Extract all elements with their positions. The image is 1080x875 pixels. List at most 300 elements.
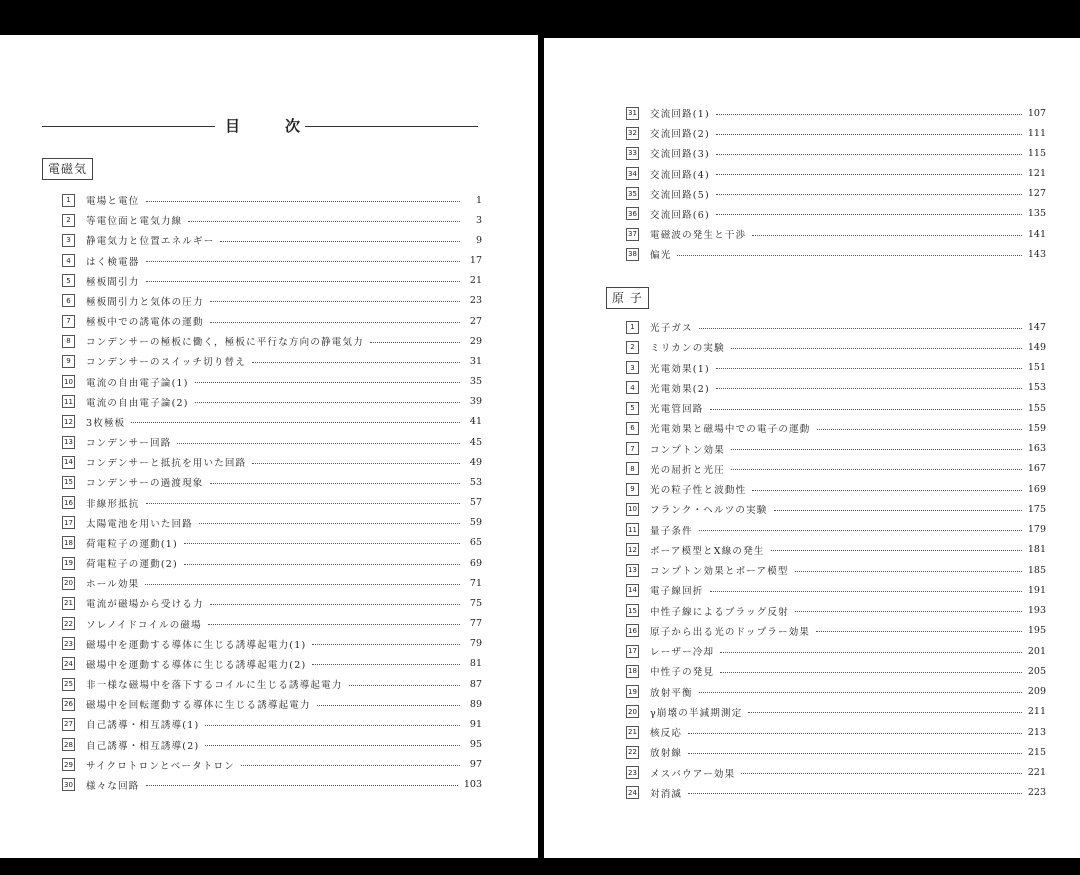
toc-entry[interactable] [62, 333, 482, 349]
entry-page: 205 [1027, 665, 1046, 677]
toc-entry[interactable] [62, 474, 482, 490]
entry-number: 9 [626, 483, 639, 496]
dot-leader [349, 685, 460, 686]
dot-leader [688, 753, 1022, 754]
entry-page: 75 [469, 597, 482, 609]
entry-title: 光電効果(2) [650, 383, 710, 395]
entry-title: γ崩壊の半減期測定 [650, 707, 743, 719]
toc-entry[interactable] [62, 394, 482, 410]
entry-title: ソレノイドコイルの磁場 [86, 619, 202, 631]
entry-title: コンデンサーの極板に働く，極板に平行な方向の静電気力 [86, 337, 364, 349]
dot-leader [710, 591, 1022, 592]
dot-leader [716, 154, 1022, 155]
toc-entry[interactable] [62, 232, 482, 248]
toc-entry[interactable] [62, 212, 482, 228]
section-heading-electromagnetism: 電磁気 [42, 158, 93, 180]
entry-title: 磁場中を回転運動する導体に生じる誘導起電力 [86, 700, 311, 712]
dot-leader [771, 550, 1022, 551]
toc-entry[interactable] [62, 716, 482, 732]
entry-number: 19 [626, 685, 639, 698]
entry-number: 30 [62, 778, 75, 791]
toc-entry[interactable] [626, 206, 1046, 222]
entry-page: 89 [469, 698, 482, 710]
entry-page: 147 [1027, 321, 1046, 333]
entry-title: コンデンサーの過渡現象 [86, 478, 204, 490]
toc-entry[interactable] [626, 461, 1046, 477]
dot-leader [184, 564, 460, 565]
entry-title: 光電効果(1) [650, 363, 710, 375]
section-heading-atom: 原 子 [606, 287, 649, 309]
entry-page: 223 [1027, 787, 1046, 799]
toc-entry[interactable] [626, 166, 1046, 182]
toc-entry[interactable] [62, 616, 482, 632]
dot-leader [146, 785, 458, 786]
entry-page: 95 [469, 739, 482, 751]
entry-title: 自己誘導・相互誘導(2) [86, 740, 200, 752]
dot-leader [252, 362, 460, 363]
entry-page: 107 [1027, 107, 1046, 119]
entry-number: 23 [626, 766, 639, 779]
entry-title: 極板中での誘電体の運動 [86, 317, 204, 329]
toc-entry[interactable] [62, 495, 482, 511]
dot-leader [195, 382, 460, 383]
dot-leader [210, 322, 460, 323]
dot-leader [816, 631, 1022, 632]
toc-entry[interactable] [62, 737, 482, 753]
dot-leader [145, 584, 460, 585]
entry-number: 8 [626, 462, 639, 475]
entry-number: 27 [62, 718, 75, 731]
entry-title: コンデンサーのスイッチ切り替え [86, 357, 246, 369]
toc-entry[interactable] [626, 684, 1046, 700]
toc-entry[interactable] [62, 535, 482, 551]
dot-leader [752, 235, 1022, 236]
entry-number: 16 [626, 624, 639, 637]
entry-title: ホール効果 [86, 579, 140, 591]
entry-title: 電磁波の発生と干渉 [650, 230, 747, 242]
entry-number: 21 [626, 726, 639, 739]
entry-title: 荷電粒子の運動(1) [86, 538, 178, 550]
entry-title: ミリカンの実験 [650, 343, 725, 355]
entry-number: 32 [626, 127, 639, 140]
entry-title: 光子ガス [650, 323, 693, 334]
dot-leader [195, 402, 460, 403]
dot-leader [716, 368, 1022, 369]
toc-entry[interactable] [62, 676, 482, 692]
entry-number: 1 [62, 194, 75, 207]
dot-leader [720, 672, 1022, 673]
entry-number: 12 [62, 415, 75, 428]
entry-page: 191 [1027, 584, 1046, 596]
dot-leader [220, 241, 460, 242]
dot-leader [210, 483, 460, 484]
entry-title: 量子条件 [650, 525, 693, 537]
entry-number: 15 [626, 604, 639, 617]
entry-page: 185 [1027, 564, 1046, 576]
dot-leader [312, 664, 460, 665]
toc-entry[interactable] [62, 273, 482, 289]
dot-leader [741, 773, 1022, 774]
entry-title: 等電位面と電気力線 [86, 216, 183, 228]
entry-title: サイクロトロンとベータトロン [86, 760, 235, 772]
entry-page: 35 [469, 376, 482, 388]
toc-entry[interactable] [62, 253, 482, 269]
entry-page: 141 [1027, 228, 1046, 240]
entry-number: 11 [626, 523, 639, 536]
entry-page: 103 [463, 779, 482, 791]
entry-title: 電子線回折 [650, 586, 704, 598]
entry-title: 電流の自由電子論(2) [86, 397, 189, 409]
toc-entry[interactable] [62, 353, 482, 369]
entry-page: 27 [469, 315, 482, 327]
entry-page: 211 [1027, 706, 1046, 718]
entry-title: 3枚極板 [86, 417, 126, 429]
entry-number: 18 [62, 536, 75, 549]
entry-page: 169 [1027, 483, 1046, 495]
entry-number: 20 [626, 705, 639, 718]
entry-title: ボーア模型とX線の発生 [650, 545, 765, 557]
toc-entry[interactable] [626, 643, 1046, 659]
toc-entry[interactable] [626, 744, 1046, 760]
entry-page: 195 [1027, 625, 1046, 637]
toc-entry[interactable] [62, 313, 482, 329]
entry-page: 159 [1027, 422, 1046, 434]
toc-entry[interactable] [626, 663, 1046, 679]
entry-number: 26 [62, 698, 75, 711]
toc-entry[interactable] [62, 414, 482, 430]
dot-leader [720, 652, 1022, 653]
toc-entry[interactable] [626, 400, 1046, 416]
entry-number: 17 [62, 516, 75, 529]
entry-number: 25 [62, 678, 75, 691]
toc-entry[interactable] [626, 246, 1046, 262]
entry-page: 17 [469, 255, 482, 266]
entry-page: 53 [469, 476, 482, 488]
entry-title: 交流回路(1) [650, 109, 710, 120]
entry-page: 155 [1027, 402, 1046, 414]
entry-title: 放射平衡 [650, 687, 693, 699]
dot-leader [774, 510, 1022, 511]
entry-number: 38 [626, 248, 639, 261]
entry-page: 213 [1027, 726, 1046, 738]
entry-title: 様々な回路 [86, 780, 140, 792]
dot-leader [752, 490, 1022, 491]
entry-title: メスバウアー効果 [650, 768, 736, 780]
entry-number: 15 [62, 476, 75, 489]
entry-number: 17 [626, 645, 639, 658]
entry-page: 221 [1027, 767, 1046, 779]
entry-title: 核反応 [650, 728, 683, 740]
entry-page: 179 [1027, 524, 1046, 536]
entry-title: 非線形抵抗 [86, 498, 140, 510]
toc-entry[interactable] [626, 501, 1046, 517]
entry-title: 偏光 [650, 250, 672, 262]
entry-page: 79 [469, 638, 482, 650]
entry-number: 10 [626, 503, 639, 516]
entry-page: 175 [1027, 503, 1046, 515]
entry-number: 13 [626, 564, 639, 577]
toc-entry[interactable] [62, 656, 482, 672]
entry-page: 39 [469, 396, 482, 408]
dot-leader [688, 733, 1022, 734]
entry-page: 29 [469, 335, 482, 347]
dot-leader [716, 114, 1022, 115]
toc-entry[interactable] [626, 481, 1046, 497]
entry-number: 16 [62, 496, 75, 509]
dot-leader [241, 765, 460, 766]
toc-entry[interactable] [626, 562, 1046, 578]
toc-entry[interactable] [626, 603, 1046, 619]
toc-entry[interactable] [626, 765, 1046, 781]
entry-title: はく検電器 [86, 256, 140, 268]
dot-leader [817, 429, 1022, 430]
toc-entry[interactable] [626, 724, 1046, 740]
entry-title: 非一様な磁場中を落下するコイルに生じる誘導起電力 [86, 680, 343, 692]
entry-page: 69 [469, 557, 482, 569]
entry-page: 49 [469, 456, 482, 468]
dot-leader [210, 604, 460, 605]
entry-number: 6 [62, 294, 75, 307]
toc-entry[interactable] [62, 555, 482, 571]
dot-leader [208, 624, 460, 625]
entry-page: 77 [469, 618, 482, 630]
entry-title: 交流回路(2) [650, 129, 710, 141]
toc-entry[interactable] [626, 226, 1046, 242]
entry-title: 磁場中を運動する導体に生じる誘導起電力(2) [86, 659, 307, 671]
entry-title: 自己誘導・相互誘導(1) [86, 720, 200, 732]
entry-title: 太陽電池を用いた回路 [86, 518, 194, 530]
title-rule-left [42, 126, 215, 127]
dot-leader [146, 281, 460, 282]
entry-page: 127 [1027, 188, 1046, 200]
dot-leader [146, 261, 460, 262]
toc-entry[interactable] [62, 374, 482, 390]
entry-number: 11 [62, 395, 75, 408]
toc-entry[interactable] [626, 125, 1046, 141]
dot-leader [146, 503, 460, 504]
entry-number: 21 [62, 597, 75, 610]
entry-number: 4 [626, 381, 639, 394]
dot-leader [205, 725, 460, 726]
entry-title: 交流回路(3) [650, 149, 710, 161]
entry-number: 1 [626, 321, 639, 334]
toc-entry[interactable] [626, 145, 1046, 161]
entry-number: 18 [626, 665, 639, 678]
entry-number: 7 [626, 442, 639, 455]
entry-page: 163 [1027, 443, 1046, 455]
entry-page: 149 [1027, 341, 1046, 353]
entry-page: 57 [469, 497, 482, 509]
entry-title: コンデンサー回路 [86, 438, 172, 450]
entry-number: 14 [62, 456, 75, 469]
dot-leader [731, 348, 1022, 349]
entry-number: 8 [62, 335, 75, 348]
entry-page: 23 [469, 295, 482, 307]
entry-page: 81 [469, 658, 482, 670]
toc-entry[interactable] [626, 339, 1046, 355]
dot-leader [188, 221, 460, 222]
entry-page: 111 [1027, 127, 1046, 139]
entry-title: 対消滅 [650, 788, 683, 800]
toc-entry[interactable] [62, 575, 482, 591]
entry-number: 4 [62, 254, 75, 267]
entry-title: 光の屈折と光圧 [650, 464, 725, 476]
dot-leader [210, 301, 460, 302]
dot-leader [716, 174, 1022, 175]
entry-page: 71 [469, 577, 482, 589]
entry-page: 59 [469, 517, 482, 529]
entry-number: 3 [626, 361, 639, 374]
toc-entry[interactable] [626, 380, 1046, 396]
toc-entry[interactable] [626, 785, 1046, 801]
title-char: 目 [225, 117, 241, 135]
dot-leader [699, 530, 1022, 531]
entry-title: 光電管回路 [650, 404, 704, 416]
entry-number: 36 [626, 207, 639, 220]
entry-page: 91 [469, 718, 482, 730]
entry-page: 135 [1027, 208, 1046, 220]
entry-number: 24 [626, 786, 639, 799]
dot-leader [205, 745, 460, 746]
entry-title: 極板間引力 [86, 276, 140, 288]
dot-leader [716, 194, 1022, 195]
toc-entry[interactable] [62, 515, 482, 531]
entry-number: 35 [626, 187, 639, 200]
entry-title: 磁場中を運動する導体に生じる誘導起電力(1) [86, 639, 307, 651]
entry-page: 41 [469, 416, 482, 428]
entry-number: 6 [626, 422, 639, 435]
entry-number: 22 [626, 746, 639, 759]
dot-leader [716, 134, 1022, 135]
dot-leader [731, 449, 1022, 450]
entry-title: レーザー冷却 [650, 647, 715, 659]
entry-number: 3 [62, 234, 75, 247]
entry-number: 7 [62, 315, 75, 328]
dot-leader [177, 443, 460, 444]
toc-entry[interactable] [62, 454, 482, 470]
entry-page: 121 [1027, 168, 1046, 179]
toc-entry[interactable] [626, 319, 1046, 335]
entry-page: 201 [1027, 645, 1046, 657]
entry-number: 9 [62, 355, 75, 368]
entry-title: 光の粒子性と波動性 [650, 485, 747, 497]
entry-number: 33 [626, 147, 639, 160]
entry-page: 87 [469, 678, 482, 690]
entry-number: 5 [626, 402, 639, 415]
entry-page: 97 [469, 759, 482, 771]
dot-leader [748, 712, 1021, 713]
entry-number: 34 [626, 167, 639, 180]
dot-leader [252, 463, 460, 464]
entry-page: 9 [475, 234, 482, 246]
toc-entry[interactable] [62, 636, 482, 652]
toc-entry[interactable] [62, 434, 482, 450]
entry-title: 荷電粒子の運動(2) [86, 559, 178, 571]
entry-number: 37 [626, 228, 639, 241]
entry-number: 22 [62, 617, 75, 630]
dot-leader [731, 469, 1022, 470]
entry-number: 24 [62, 657, 75, 670]
entry-title: 原子から出る光のドップラー効果 [650, 626, 811, 638]
toc-entry[interactable] [626, 105, 1046, 121]
entry-number: 2 [62, 214, 75, 227]
entry-number: 29 [62, 758, 75, 771]
toc-entry[interactable] [626, 441, 1046, 457]
toc-entry[interactable] [626, 704, 1046, 720]
dot-leader [317, 705, 460, 706]
toc-entry[interactable] [626, 186, 1046, 202]
title-rule-right [305, 126, 478, 127]
entry-number: 19 [62, 557, 75, 570]
entry-title: 光電効果と磁場中での電子の運動 [650, 424, 811, 436]
toc-entry[interactable] [62, 192, 482, 208]
toc-entry[interactable] [62, 293, 482, 309]
entry-page: 181 [1027, 544, 1046, 556]
entry-page: 31 [469, 355, 482, 367]
dot-leader [699, 328, 1022, 329]
entry-title: フランク・ヘルツの実験 [650, 505, 768, 517]
entry-number: 10 [62, 375, 75, 388]
dot-leader [131, 422, 460, 423]
entry-title: 電流の自由電子論(1) [86, 377, 189, 389]
entry-page: 115 [1027, 147, 1046, 159]
toc-entry[interactable] [626, 582, 1046, 598]
entry-page: 209 [1027, 686, 1046, 698]
entry-title: 中性子線によるブラッグ反射 [650, 606, 789, 618]
entry-page: 215 [1027, 746, 1046, 758]
toc-entry[interactable] [626, 360, 1046, 376]
entry-page: 193 [1027, 605, 1046, 617]
dot-leader [716, 388, 1022, 389]
entry-title: 中性子の発見 [650, 667, 715, 679]
entry-number: 5 [62, 274, 75, 287]
entry-number: 13 [62, 436, 75, 449]
toc-entry[interactable] [626, 522, 1046, 538]
toc-entry[interactable] [62, 595, 482, 611]
entry-page: 45 [469, 436, 482, 448]
entry-title: コンプトン効果 [650, 444, 725, 456]
dot-leader [716, 214, 1022, 215]
toc-entry[interactable] [626, 623, 1046, 639]
toc-entry[interactable] [62, 757, 482, 773]
dot-leader [677, 255, 1021, 256]
toc-entry[interactable] [62, 777, 482, 793]
entry-number: 2 [626, 341, 639, 354]
entry-number: 31 [626, 107, 639, 120]
dot-leader [710, 409, 1022, 410]
entry-page: 21 [469, 275, 482, 287]
dot-leader [795, 611, 1022, 612]
toc-entry[interactable] [62, 696, 482, 712]
entry-title: 電場と電位 [86, 196, 140, 207]
dot-leader [688, 793, 1022, 794]
entry-title: 交流回路(5) [650, 189, 710, 201]
dot-leader [184, 543, 460, 544]
dot-leader [199, 523, 460, 524]
left-page [0, 35, 538, 858]
entry-page: 65 [469, 537, 482, 549]
entry-title: 極板間引力と気体の圧力 [86, 296, 204, 308]
right-page [544, 38, 1080, 858]
toc-entry[interactable] [626, 420, 1046, 436]
dot-leader [795, 571, 1022, 572]
entry-number: 20 [62, 577, 75, 590]
toc-entry[interactable] [626, 542, 1046, 558]
entry-number: 14 [626, 584, 639, 597]
entry-page: 143 [1027, 248, 1046, 260]
entry-title: 交流回路(4) [650, 169, 710, 181]
entry-title: 交流回路(6) [650, 209, 710, 221]
